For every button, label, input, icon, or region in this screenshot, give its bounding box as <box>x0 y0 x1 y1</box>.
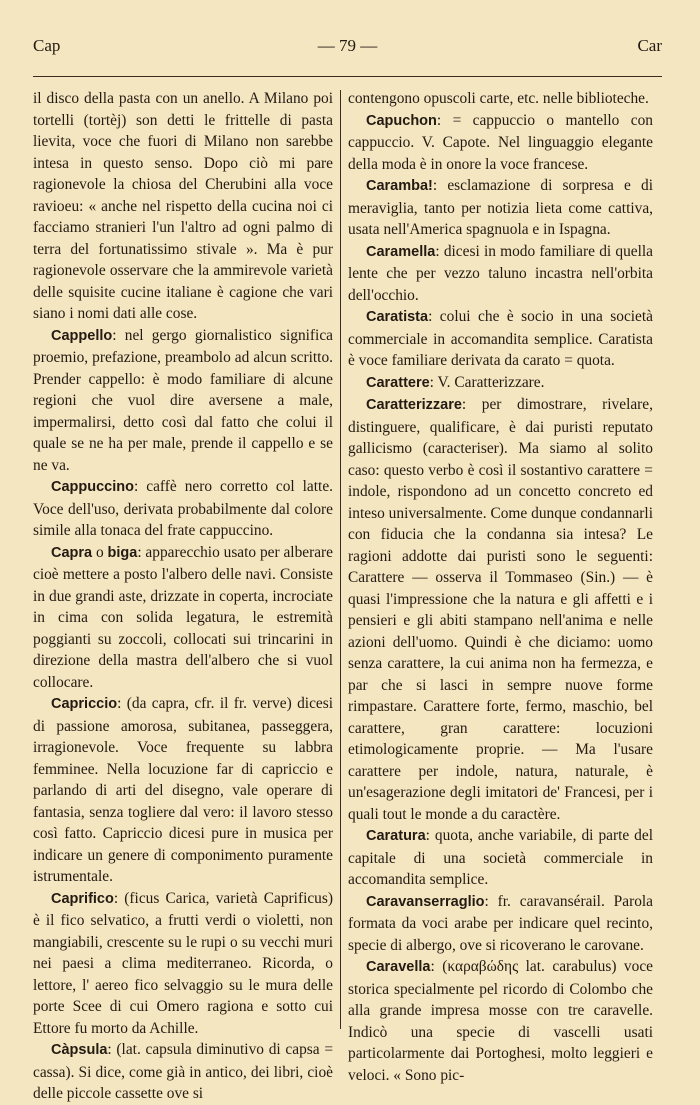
entry-carattere <box>348 372 653 395</box>
column-divider <box>340 90 341 1029</box>
headword: Cappuccino <box>51 479 134 495</box>
headword: Capra <box>51 544 93 561</box>
entry-text: : fr. caravansérail. Parola formata da voci arabe per indicare quel recinto, specie di albergo, ove si ricoverano le carovane. <box>348 892 653 954</box>
headword: Caprifico <box>51 890 114 907</box>
entry-capriccio <box>33 693 333 888</box>
headword: Càpsula <box>51 1042 108 1058</box>
headword: Cappello <box>51 327 113 344</box>
headword: Caravella <box>366 959 431 975</box>
entry-text: : esclamazione di sorpresa e di meraviglia, tanto per notizia lieta come cattiva, usata nell'America spagnuola e in Ispagna. <box>348 177 653 238</box>
entry-text: : per dimostrare, rivelare, distinguere, qualificare, è dai puristi reputato gallicismo (caracteriser). Ma siamo al solito caso: questo verbo è così il sostantivo carattere = indole, rispondono ad un concetto concreto ed inteso universalmente. Come dunque condannarli con fiducia che la condanna sia intesa? Le ragioni addotte dai puristi sono le seguenti: Carattere — osserva il Tommaseo (Sin.) — è quasi l'impressione che la natura e gli affetti e i pensieri e gli abiti stampano nell'anima e nelle azioni dell'uomo. Quindi è che diciamo: uomo senza carattere, la cui anima non ha fermezza, e par che si lasci in sempre nuove forme rimpastare. Carattere forte, fermo, maschio, bel carattere, gran carattere: locuzioni etimologicamente proprie. — Ma l'usare carattere per indole, natura, naturale, è un'esagerazione degli imitatori de' Francesi, per i quali tout le monde a du caractère. <box>348 396 653 823</box>
entry-text: : = cappuccio o mantello con cappuccio. V. Capote. Nel linguaggio elegante della moda è in onore la voce francese. <box>348 111 653 173</box>
entry-caramella <box>348 241 653 307</box>
header-rule <box>33 76 662 77</box>
entry-capuchon <box>348 110 653 176</box>
headword: Caramba! <box>366 178 433 194</box>
continued-paragraph: il disco della pasta con un anello. A Milano poi tortelli (tortèj) son detti le frittelle di pasta lievita, voce che fuori di Milano non sarebbe intesa in questo senso. Dopo ciò mi pare ragionevole la chiosa del Cherubini alla voce ravioeu: « anche nel rispetto della cucina noi ci facciamo stranieri l'un l'altro ad ogni palmo di terra del fortunatissimo stivale ». Ma è pur ragionevole osservare che la ammirevole varietà delle squisite cucine italiane è cagione che vari siano i nomi dati alle cose. <box>33 90 333 322</box>
entry-caravella <box>348 956 653 1086</box>
entry-caratterizzare <box>348 394 653 825</box>
entry-text: : (da capra, cfr. il fr. verve) dicesi di passione amorosa, subitanea, passeggera, irragionevole. Voce frequente su labbra femminee. Nella locuzione far di capriccio e parlando di arti del disegno, vale operare di fantasia, senza togliere dal vero: il lavoro stesso così fatto. Capriccio dicesi pure in musica per indicare un genere di componimento puramente istrumentale. <box>33 695 333 885</box>
headword: Caratura <box>366 828 426 844</box>
headword: Caratista <box>366 309 429 325</box>
headword: Caramella <box>366 243 436 260</box>
entry-caratista <box>348 306 653 372</box>
entry-text: : colui che è socio in una società commerciale in accomandita semplice. Caratista è voce familiare derivata da carato = quota. <box>348 308 653 369</box>
headword: biga <box>107 544 138 561</box>
entry-text: : nel gergo giornalistico significa proemio, prefazione, preambolo ad alcun scritto. Prender cappello: è modo familiare di alcune regioni che vuol dire aversene a male, impermalirsi, detto così dal fatto che colui il quale se ne ha per male, prende il cappello e se ne va. <box>33 326 333 474</box>
headword: Capriccio <box>51 696 118 712</box>
entry-text: : (καραβώδης lat. carabulus) voce storica specialmente pel ricordo di Colombo che alla grande impresa mosse con tre caravelle. Indicò una specie di vascelli usati particolarmente dai Portoghesi, molto leggieri e veloci. « Sono pic- <box>348 958 653 1084</box>
header-right-guideword: Car <box>637 36 662 55</box>
entry-text: : dicesi in modo familiare di quella lente che per vezzo taluno incastra nell'orbita dell'occhio. <box>348 242 653 304</box>
entry-text: : caffè nero corretto col latte. Voce dell'uso, derivata probabilmente dal colore simile alla tonaca del frate cappuccino. <box>33 478 333 539</box>
entry-text: : (ficus Carica, varietà Caprificus) è il fico selvatico, a frutti verdi o violetti, non mangiabili, crescente su le rupi o su vecchi muri nei paesi a clima mediterraneo. Ricorda, o lettore, l' aereo fico selvaggio su le mura delle porte Scee di cui Omero ragiona e sotto cui Ettore fu morto da Achille. <box>33 889 333 1037</box>
header-left-guideword: Cap <box>33 36 61 55</box>
entry-caramba <box>348 175 653 241</box>
continued-paragraph: contengono opuscoli carte, etc. nelle biblioteche. <box>348 90 649 107</box>
headword-joiner: o <box>92 543 108 561</box>
running-header <box>33 36 662 58</box>
entry-capra <box>33 542 333 694</box>
right-column <box>348 88 653 1086</box>
entry-text: : V. Caratterizzare. <box>429 373 545 391</box>
headword: Carattere <box>366 374 430 391</box>
entry-caprifico <box>33 888 333 1040</box>
headword: Caravanserraglio <box>366 893 485 910</box>
entry-text: : apparecchio usato per alberare cioè mettere a posto l'albero delle navi. Consiste in due grandi aste, drizzate in coperta, incrociate in cima con solida legatura, le estremità poggianti su zoccoli, collocati sui trincarini in direzione della mastra dell'albero che si vuol collocare. <box>33 543 334 691</box>
entry-cappuccino <box>33 476 333 542</box>
entry-cappello <box>33 325 333 477</box>
entry-text: : quota, anche variabile, di parte del capitale di una società commerciale in accomandita semplice. <box>348 827 653 888</box>
entry-caravanserraglio <box>348 891 653 957</box>
entry-capsula <box>33 1039 333 1105</box>
left-column <box>33 88 333 1105</box>
headword: Caratterizzare <box>366 397 462 413</box>
entry-caratura <box>348 825 653 891</box>
entry-text: : (lat. capsula diminutivo di capsa = cassa). Si dice, come già in antico, dei libri, cioè delle piccole cassette ove si <box>33 1041 333 1102</box>
page-number: — 79 — <box>317 36 378 55</box>
headword: Capuchon <box>366 112 437 129</box>
